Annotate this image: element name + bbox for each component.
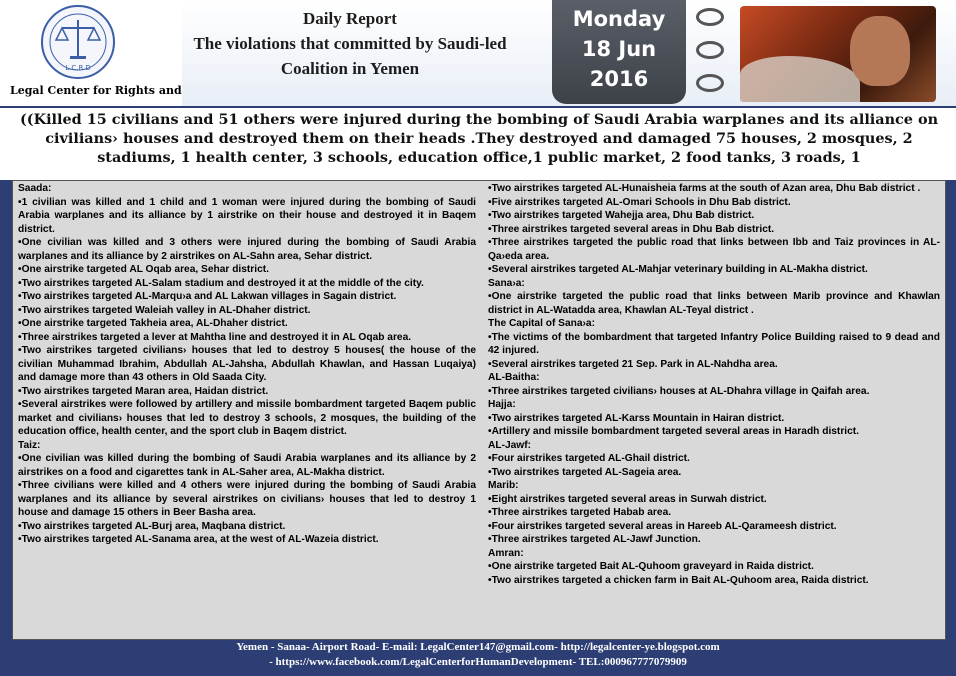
report-entry: •Three airstrikes targeted AL-Jawf Junction. — [488, 534, 701, 545]
report-entry: •Several airstrikes targeted AL-Mahjar veterinary building in AL-Makha district. — [488, 264, 868, 275]
report-entry: •One airstrike targeted Takheia area, AL-Dhaher district. — [18, 318, 288, 329]
organization-name: Legal Center for Rights and — [10, 84, 182, 97]
report-entry: Marib: — [488, 480, 519, 491]
victim-photo — [740, 6, 936, 102]
report-entry: •Two airstrikes targeted Maran area, Haidan district. — [18, 385, 269, 397]
report-entry: •Two airstrikes targeted civilians› houses that led to destroy 5 houses( the house of the civilian Muhammad Ibrahim, Abdullah AL-Jahsha, Abdullah Khawlan, and Hassan Luqaiya) and damage more than 43 others in Old Saada City. — [18, 345, 476, 383]
report-entry: •Three airstrikes targeted civilians› houses at AL-Dhahra village in Qaifah area. — [488, 385, 870, 397]
report-entry: •Two airstrikes targeted AL-Marqu›a and AL Lakwan villages in Sagain district. — [18, 291, 397, 302]
report-entry: •Four airstrikes targeted AL-Ghail district. — [488, 453, 690, 464]
date-day: Monday — [572, 7, 666, 31]
report-entry: •One civilian was killed during the bombing of Saudi Arabia warplanes and its alliance by 2 airstrikes on a food and cigarettes tank in AL-Saher area, AL-Makha district. — [18, 453, 476, 478]
summary-text: ((Killed 15 civilians and 51 others were injured during the bombing of Saudi Arabia warplanes and its alliance on civilians› houses and destroyed them on their heads .They destroyed and damaged 75 houses, 2 mosques, 2 stadiums, 1 health center, 3 schools, education office,1 public market, 2 food tanks, 3 roads, 1 — [19, 111, 939, 166]
ring-icon — [696, 74, 724, 92]
report-entry: •1 civilian was killed and 1 child and 1 woman were injured during the bombing of Saudi Arabia warplanes and its alliance by 1 airstrike on their house and destroyed it in Baqem district. — [18, 196, 476, 235]
report-entry: •Two airstrikes targeted AL-Salam stadium and destroyed it at the middle of the city. — [18, 277, 424, 289]
logo-text: L.C.R.D — [65, 64, 91, 72]
report-entry: Amran: — [488, 547, 524, 559]
report-entry: Hajja: — [488, 399, 516, 410]
footer-line-2: - https://www.facebook.com/LegalCenterforHumanDevelopment- TEL:000967777079909 — [269, 656, 687, 668]
report-entry: •Several airstrikes targeted 21 Sep. Park in AL-Nahdha area. — [488, 358, 778, 370]
report-entry: AL-Jawf: — [488, 439, 532, 451]
contact-footer — [0, 640, 956, 676]
report-entry: •The victims of the bombardment that targeted Infantry Police Building raised to 9 dead and 42 injured. — [488, 331, 940, 356]
binder-rings — [696, 8, 726, 98]
report-entry: AL-Baitha: — [488, 372, 540, 383]
report-entry: •Two airstrikes targeted a chicken farm in Bait AL-Quhoom area, Raida district. — [488, 574, 869, 586]
report-header — [0, 0, 956, 106]
report-entry: Saada: — [18, 183, 52, 194]
report-entry: •Three airstrikes targeted Habab area. — [488, 507, 672, 518]
report-entry: •One airstrike targeted the public road that links between Marib province and Khawlan district in AL-Watadda area, Khawlan AL-Teyal district . — [488, 291, 940, 316]
left-column — [18, 182, 476, 547]
report-entry: Taiz: — [18, 439, 41, 451]
title-line-3: Coalition in Yemen — [280, 59, 420, 78]
title-line-2: The violations that committed by Saudi-led — [193, 34, 507, 53]
report-entry: •Two airstrikes targeted Waleiah valley in AL-Dhaher district. — [18, 304, 311, 316]
report-entry: •Three airstrikes targeted several areas in Dhu Bab district. — [488, 223, 775, 235]
date-year: 2016 — [589, 67, 649, 91]
report-entry: •Two airstrikes targeted AL-Sageia area. — [488, 466, 682, 478]
report-entry: •Two airstrikes targeted AL-Karss Mountain in Hairan district. — [488, 412, 785, 424]
scales-of-justice-logo — [38, 4, 118, 80]
report-entry: •One civilian was killed and 3 others were injured during the bombing of Saudi Arabia warplanes and its alliance by 2 airstrikes on AL-Sahn area, Sehar district. — [18, 237, 476, 262]
ring-icon — [696, 8, 724, 26]
report-entry: •Three airstrikes targeted a lever at Mahtha line and destroyed it in AL Oqab area. — [18, 331, 412, 343]
report-entry: The Capital of Sana›a: — [488, 318, 595, 329]
date-day-month: 18 Jun — [581, 37, 657, 61]
report-entry: •Two airstrikes targeted AL-Hunaisheia farms at the south of Azan area, Dhu Bab district . — [488, 183, 921, 194]
report-entry: •Several airstrikes were followed by artillery and missile bombardment targeted Baqem public market and civilians› houses that led to destroy 3 schools, 2 mosques, the building of the education office, health center, and the sport club in Baqem district. — [18, 399, 476, 437]
report-entry: •One airstrike targeted Bait AL-Quhoom graveyard in Raida district. — [488, 561, 814, 572]
report-entry: •Eight airstrikes targeted several areas in Surwah district. — [488, 493, 767, 505]
date-badge — [552, 0, 686, 104]
report-entry: •Artillery and missile bombardment targeted several areas in Haradh district. — [488, 426, 860, 437]
title-line-1: Daily Report — [303, 9, 397, 28]
ring-icon — [696, 41, 724, 59]
report-title — [150, 6, 550, 81]
report-entry: •Three civilians were killed and 4 others were injured during the bombing of Saudi Arabia warplanes and its alliance by several airstrikes on civilians› houses that led to destroy 1 house and damage 15 others in Beer Basha area. — [18, 480, 476, 518]
report-entry: Sana›a: — [488, 277, 525, 289]
report-entry: •One airstrike targeted AL Oqab area, Sehar district. — [18, 264, 269, 275]
footer-line-1: Yemen - Sanaa- Airport Road- E-mail: LegalCenter147@gmail.com- http://legalcenter-ye.blogspot.com — [236, 641, 720, 653]
report-entry: •Two airstrikes targeted Wahejja area, Dhu Bab district. — [488, 210, 755, 221]
report-entry: •Four airstrikes targeted several areas in Hareeb AL-Qarameesh district. — [488, 520, 837, 532]
report-entry: •Two airstrikes targeted AL-Sanama area, at the west of AL-Wazeia district. — [18, 534, 379, 545]
report-entry: •Five airstrikes targeted AL-Omari Schools in Dhu Bab district. — [488, 196, 791, 208]
right-column — [488, 182, 940, 587]
report-entry: •Three airstrikes targeted the public road that links between Ibb and Taiz provinces in AL-Qa›eda area. — [488, 237, 940, 262]
report-entry: •Two airstrikes targeted AL-Burj area, Maqbana district. — [18, 520, 286, 532]
